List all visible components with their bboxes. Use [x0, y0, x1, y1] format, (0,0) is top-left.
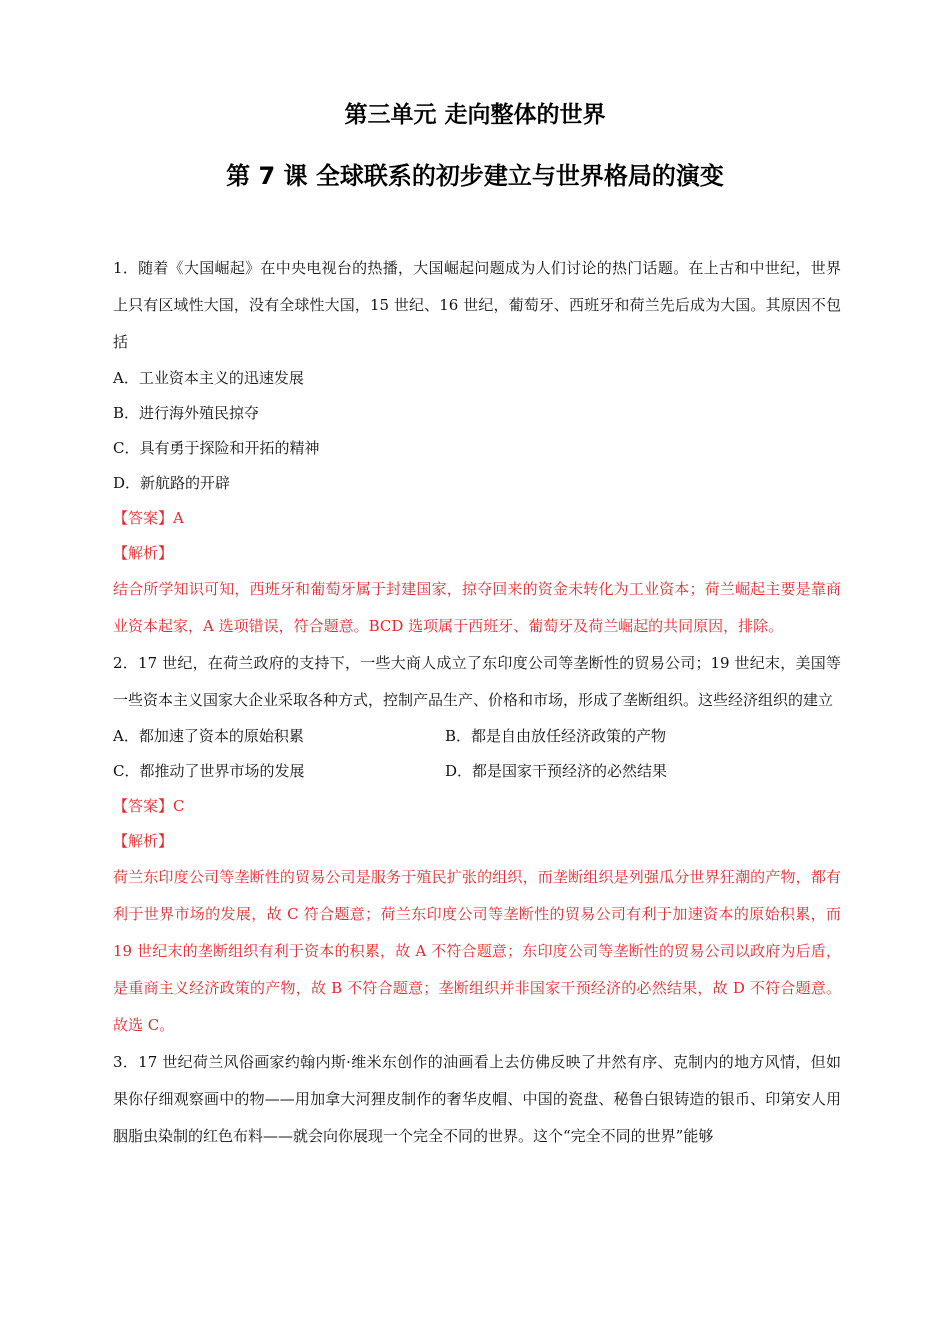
analysis-text: 结合所学知识可知，西班牙和葡萄牙属于封建国家，掠夺回来的资金未转化为工业资本；荷兰崛起主要是靠商业资本起家，A 选项错误，符合题意。BCD 选项属于西班牙、葡萄牙及荷兰崛起的共同原因，排除。 [113, 580, 841, 635]
question-1 [113, 250, 841, 645]
answer: 【答案】A [113, 509, 184, 527]
answer: 【答案】C [113, 797, 185, 815]
option-b: B．都是自由放任经济政策的产物 [445, 727, 667, 745]
question-list [113, 250, 841, 1155]
analysis-label: 【解析】 [113, 832, 174, 850]
option-d: D．新航路的开辟 [113, 474, 231, 492]
question-stem: 1．随着《大国崛起》在中央电视台的热播，大国崛起问题成为人们讨论的热门话题。在上古和中世纪，世界上只有区域性大国，没有全球性大国，15 世纪、16 世纪，葡萄牙、西班牙和荷兰先后成为大国。其原因不包括 [113, 259, 841, 351]
question-stem: 2．17 世纪，在荷兰政府的支持下，一些大商人成立了东印度公司等垄断性的贸易公司；19 世纪末，美国等一些资本主义国家大企业采取各种方式，控制产品生产、价格和市场，形成了垄断组织。这些经济组织的建立 [113, 654, 841, 709]
analysis-label: 【解析】 [113, 544, 174, 562]
option-a: A．都加速了资本的原始积累 [113, 727, 304, 745]
option-b: B．进行海外殖民掠夺 [113, 404, 260, 422]
option-d: D．都是国家干预经济的必然结果 [445, 762, 668, 780]
question-stem: 3．17 世纪荷兰风俗画家约翰内斯·维米东创作的油画看上去仿佛反映了井然有序、克制内的地方风情，但如果你仔细观察画中的物——用加拿大河狸皮制作的奢华皮帽、中国的瓷盘、秘鲁白银铸造的银币、印第安人用胭脂虫染制的红色布料——就会向你展现一个完全不同的世界。这个“完全不同的世界”能够 [113, 1053, 841, 1145]
unit-title: 第三单元 走向整体的世界 [344, 102, 606, 128]
question-2 [113, 645, 841, 1044]
option-a: A．工业资本主义的迅速发展 [113, 369, 304, 387]
option-row [113, 754, 841, 789]
question-3 [113, 1044, 841, 1155]
option-c: C．都推动了世界市场的发展 [113, 762, 305, 780]
option-row [113, 719, 841, 754]
analysis-text: 荷兰东印度公司等垄断性的贸易公司是服务于殖民扩张的组织，而垄断组织是列强瓜分世界狂潮的产物，都有利于世界市场的发展，故 C 符合题意；荷兰东印度公司等垄断性的贸易公司有利于加速资本的原始积累，而 19 世纪末的垄断组织有利于资本的积累，故 A 不符合题意；东印度公司等垄断性的贸易公司以政府为后盾，是重商主义经济政策的产物，故 B 不符合题意；垄断组织并非国家干预经济的必然结果，故 D 不符合题意。故选 C。 [113, 868, 841, 1034]
lesson-title: 第 7 课 全球联系的初步建立与世界格局的演变 [226, 162, 724, 190]
option-c: C．具有勇于探险和开拓的精神 [113, 439, 320, 457]
